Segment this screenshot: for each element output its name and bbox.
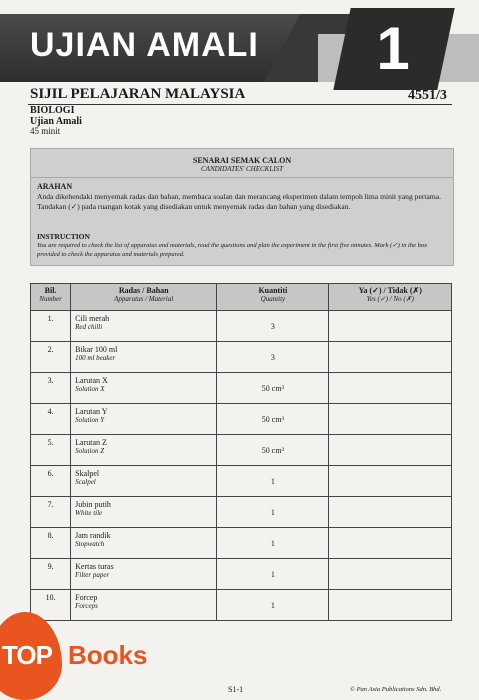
apparatus-name-en: Solution Z bbox=[75, 447, 105, 455]
apparatus-name: Larutan X bbox=[75, 376, 108, 385]
header-number-en: Number bbox=[39, 295, 62, 303]
subject-label: BIOLOGI bbox=[30, 105, 75, 116]
row-apparatus bbox=[71, 466, 217, 497]
table-body bbox=[31, 311, 452, 621]
table-row bbox=[31, 435, 452, 466]
row-quantity: 50 cm³ bbox=[217, 373, 329, 404]
instruction-text: You are required to check the list of apparatus and materials, read the questions and plan the experiment in the first five minutes. Mark (✓) in the box provided to check the apparatus and materials prepared. bbox=[37, 242, 428, 258]
table-row bbox=[31, 342, 452, 373]
row-apparatus bbox=[71, 342, 217, 373]
header-divider bbox=[28, 104, 452, 105]
table-row bbox=[31, 466, 452, 497]
row-number: 10. bbox=[31, 590, 71, 621]
header-yes-no-en: Yes (✓) / No (✗) bbox=[366, 295, 414, 303]
row-quantity: 50 cm³ bbox=[217, 404, 329, 435]
header-quantity bbox=[217, 284, 329, 311]
table-row bbox=[31, 497, 452, 528]
apparatus-name: Forcep bbox=[75, 593, 98, 602]
header-number-ms: Bil. bbox=[44, 286, 57, 295]
table-row bbox=[31, 528, 452, 559]
duration-label: 45 minit bbox=[30, 126, 61, 136]
row-check-box[interactable] bbox=[329, 311, 452, 342]
apparatus-name: Larutan Z bbox=[75, 438, 107, 447]
row-check-box[interactable] bbox=[329, 590, 452, 621]
apparatus-name: Skalpel bbox=[75, 469, 100, 478]
header-yes-no bbox=[329, 284, 452, 311]
apparatus-name: Jubin putih bbox=[75, 500, 111, 509]
apparatus-name-en: White tile bbox=[75, 509, 103, 517]
publisher-credit: © Pan Asia Publications Sdn. Bhd. bbox=[350, 686, 442, 693]
row-quantity: 1 bbox=[217, 590, 329, 621]
apparatus-name-en: 100 ml beaker bbox=[75, 354, 116, 362]
page-title: UJIAN AMALI bbox=[30, 26, 259, 64]
row-quantity: 3 bbox=[217, 342, 329, 373]
row-check-box[interactable] bbox=[329, 404, 452, 435]
row-number: 4. bbox=[31, 404, 71, 435]
exam-title: SIJIL PELAJARAN MALAYSIA bbox=[30, 86, 246, 102]
row-quantity: 1 bbox=[217, 497, 329, 528]
row-check-box[interactable] bbox=[329, 528, 452, 559]
row-quantity: 1 bbox=[217, 466, 329, 497]
page-number: S1-1 bbox=[228, 685, 244, 694]
header-apparatus bbox=[71, 284, 217, 311]
table-row bbox=[31, 559, 452, 590]
row-check-box[interactable] bbox=[329, 559, 452, 590]
apparatus-name-en: Forceps bbox=[75, 602, 98, 610]
instructions-box bbox=[30, 148, 454, 266]
row-check-box[interactable] bbox=[329, 342, 452, 373]
header-number bbox=[31, 284, 71, 311]
paper-label: Ujian Amali bbox=[30, 116, 82, 127]
table-row bbox=[31, 404, 452, 435]
header-apparatus-en: Apparatus / Material bbox=[114, 295, 174, 303]
apparatus-name: Larutan Y bbox=[75, 407, 108, 416]
apparatus-name: Cili merah bbox=[75, 314, 110, 323]
row-number: 3. bbox=[31, 373, 71, 404]
paper-code: 4551/3 bbox=[408, 88, 447, 103]
table-header-row bbox=[31, 284, 452, 311]
row-number: 2. bbox=[31, 342, 71, 373]
header-quantity-ms: Kuantiti bbox=[258, 286, 288, 295]
row-check-box[interactable] bbox=[329, 466, 452, 497]
row-quantity: 3 bbox=[217, 311, 329, 342]
row-number: 5. bbox=[31, 435, 71, 466]
row-apparatus bbox=[71, 435, 217, 466]
checklist-heading: SENARAI SEMAK CALON bbox=[192, 156, 292, 165]
row-number: 8. bbox=[31, 528, 71, 559]
row-apparatus bbox=[71, 590, 217, 621]
apparatus-name-en: Stopwatch bbox=[75, 540, 105, 548]
header-apparatus-ms: Radas / Bahan bbox=[118, 286, 169, 295]
row-number: 7. bbox=[31, 497, 71, 528]
row-check-box[interactable] bbox=[329, 373, 452, 404]
checklist-heading-en: CANDIDATES' CHECKLIST bbox=[201, 165, 283, 173]
header-quantity-en: Quantity bbox=[260, 295, 286, 303]
row-number: 6. bbox=[31, 466, 71, 497]
arahan-text: Anda dikehendaki menyemak radas dan bahan, membaca soalan dan merancang eksperimen dalam tempoh lima minit yang pertama. Tandakan (✓) pada ruangan kotak yang disediakan untuk menyemak radas dan bahan yang disediakan. bbox=[37, 192, 442, 211]
table-row bbox=[31, 373, 452, 404]
row-check-box[interactable] bbox=[329, 435, 452, 466]
apparatus-name-en: Red chilli bbox=[75, 323, 103, 331]
apparatus-name-en: Solution Y bbox=[75, 416, 105, 424]
row-apparatus bbox=[71, 373, 217, 404]
apparatus-name: Kertas turas bbox=[75, 562, 114, 571]
watermark-top: TOP bbox=[2, 640, 52, 670]
apparatus-checklist-table bbox=[30, 283, 452, 621]
row-check-box[interactable] bbox=[329, 497, 452, 528]
apparatus-name-en: Scalpel bbox=[75, 478, 96, 486]
row-apparatus bbox=[71, 404, 217, 435]
row-quantity: 1 bbox=[217, 528, 329, 559]
row-apparatus bbox=[71, 559, 217, 590]
arahan-heading: ARAHAN bbox=[37, 182, 73, 191]
instructions-divider bbox=[31, 177, 453, 178]
chapter-number: 1 bbox=[376, 15, 410, 82]
row-number: 1. bbox=[31, 311, 71, 342]
row-number: 9. bbox=[31, 559, 71, 590]
row-quantity: 50 cm³ bbox=[217, 435, 329, 466]
table-row bbox=[31, 311, 452, 342]
header-yes-no-ms: Ya (✓) / Tidak (✗) bbox=[358, 286, 422, 295]
row-quantity: 1 bbox=[217, 559, 329, 590]
apparatus-name: Bikar 100 ml bbox=[75, 345, 118, 354]
instruction-heading: INSTRUCTION bbox=[37, 232, 90, 241]
apparatus-name: Jam randik bbox=[75, 531, 111, 540]
apparatus-name-en: Filter paper bbox=[75, 571, 110, 579]
apparatus-name-en: Solution X bbox=[75, 385, 105, 393]
table-row bbox=[31, 590, 452, 621]
watermark-books: Books bbox=[68, 640, 148, 670]
row-apparatus bbox=[71, 311, 217, 342]
row-apparatus bbox=[71, 497, 217, 528]
row-apparatus bbox=[71, 528, 217, 559]
